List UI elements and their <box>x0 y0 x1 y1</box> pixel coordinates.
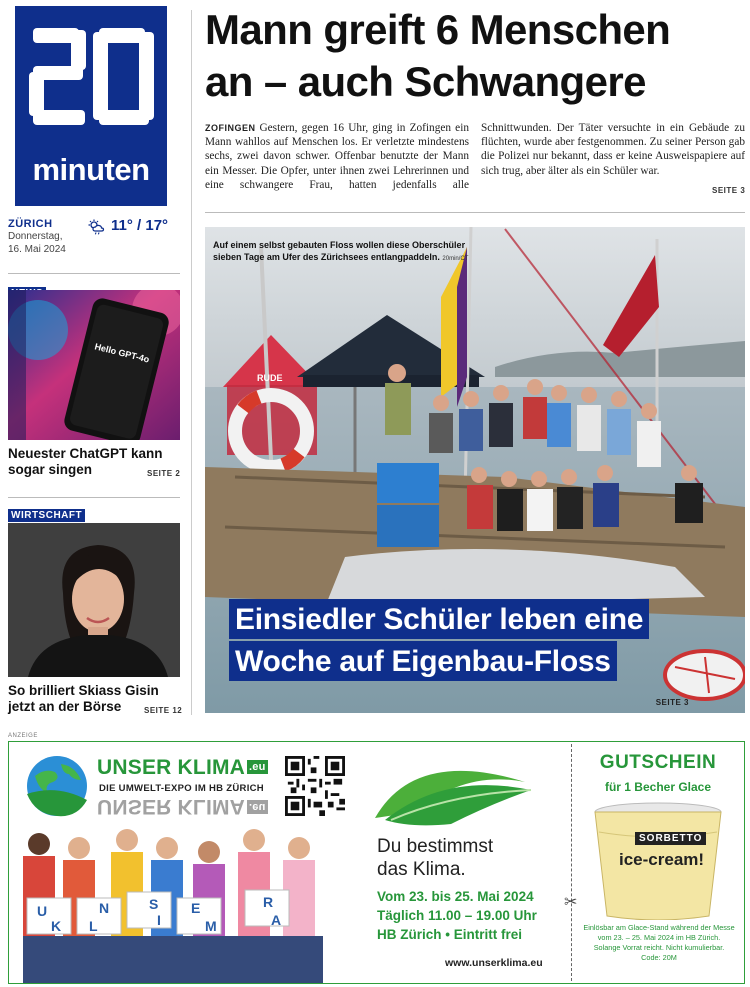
coupon-fine-print <box>575 923 743 963</box>
coupon-title: GUTSCHEIN <box>599 752 717 773</box>
weather-city: ZÜRICH <box>8 218 53 230</box>
coupon-fine-line1: Einlösbar am Glace-Stand während der Messe <box>583 923 735 932</box>
weather-widget <box>8 218 180 256</box>
article-divider <box>205 212 745 213</box>
coupon-fine-line3: Solange Vorrat reicht. Nicht kumulierbar. <box>593 943 725 952</box>
weather-date-line1: Donnerstag, <box>8 231 63 242</box>
qr-code-icon[interactable] <box>285 756 345 816</box>
sign-letter: M <box>205 918 217 934</box>
sign-letter: K <box>51 918 62 934</box>
logo-digits-icon <box>15 6 167 156</box>
column-separator <box>191 10 192 715</box>
ad-label: ANZEIGE <box>8 733 38 739</box>
ad-subtitle: DIE UMWELT-EXPO IM HB ZÜRICH <box>99 783 264 794</box>
leaf-icon <box>371 758 547 830</box>
sign-letter: A <box>271 912 282 928</box>
advertisement[interactable] <box>8 741 745 984</box>
sign-letter: N <box>99 900 110 916</box>
coupon-cut-line <box>571 744 572 981</box>
weather-date-line2: 16. Mai 2024 <box>8 244 66 255</box>
ad-brand-reflection <box>97 794 268 818</box>
scissors-icon: ✂ <box>564 894 578 911</box>
ad-tagline-line2: das Klima. <box>377 859 466 880</box>
photo-caption-line1: Auf einem selbst gebauten Floss wollen diese Oberschüler <box>213 240 466 250</box>
main-headline-line2: an – auch Schwangere <box>205 58 646 105</box>
ad-brand-reflection-text: UNSER KLIMA <box>97 795 246 818</box>
ad-tagline-line1: Du bestimmst <box>377 836 494 857</box>
chatgpt-phone-image[interactable] <box>8 290 180 440</box>
column-divider <box>8 273 180 274</box>
article-page-ref: SEITE 3 <box>712 186 746 195</box>
ad-dates-line1: Vom 23. bis 25. Mai 2024 <box>377 889 534 904</box>
photo-headline-line2: Woche auf Eigenbau-Floss <box>229 641 617 681</box>
ad-people-image <box>9 818 359 984</box>
photo-headline-line1: Einsiedler Schüler leben eine <box>229 599 649 639</box>
ad-dates-line3: HB Zürich • Eintritt frei <box>377 927 522 942</box>
column-divider <box>8 497 180 498</box>
raft-photo[interactable] <box>205 227 745 713</box>
gisin-portrait-image[interactable] <box>8 523 180 677</box>
sign-letter: I <box>157 912 161 928</box>
coupon-fine-line4: Code: 20M <box>641 953 677 962</box>
main-headline[interactable] <box>205 4 745 108</box>
sign-letter: L <box>89 918 98 934</box>
sign-letter: R <box>263 894 274 910</box>
article-body: Gestern, gegen 16 Uhr, ging in Zofingen ein Mann wahllos auf Menschen los. Er verletzte mindestens sechs, zwei davon schwer. Offenbar benutzte der Mann ein Messer. Die Opfer, unter ihnen zwei Lehrerinnen und eine schwangere Frau, hatten jedenfalls alle Schnittwunden. Der Täter versuchte in ein Gebäude zu flüchten, wurde aber festgenommen. Zu seiner Person gab die Polizei nur bekannt, dass er keine Ausweispapiere auf sich trug, aber älter als ein Schüler war. <box>205 122 745 191</box>
teaser-page-chatgpt: SEITE 2 <box>147 469 181 478</box>
globe-icon <box>25 754 89 818</box>
main-headline-line1: Mann greift 6 Menschen <box>205 6 671 53</box>
ad-tagline <box>377 835 493 881</box>
weather-temperature: 11° / 17° <box>111 217 169 234</box>
photo-caption <box>213 239 468 265</box>
tent-banner-text: RUDE <box>257 373 283 383</box>
ad-dates <box>377 887 537 944</box>
photo-headline[interactable] <box>229 599 649 683</box>
teaser-page-gisin: SEITE 12 <box>144 706 183 715</box>
photo-credit: 20min/CT <box>442 256 469 262</box>
sign-letter: U <box>37 903 48 919</box>
coupon-subtitle: für 1 Becher Glace <box>604 780 712 794</box>
ad-brand-reflection-suffix: .eu <box>249 801 266 813</box>
sign-letter: S <box>149 896 159 912</box>
cup-brand: SORBETTO <box>635 832 706 845</box>
photo-page-ref: SEITE 3 <box>655 698 689 707</box>
logo-wordmark: minuten <box>32 152 150 187</box>
ad-url-link[interactable]: www.unserklima.eu <box>445 957 543 969</box>
main-article <box>205 121 745 192</box>
portrait-photo <box>8 523 180 677</box>
teaser-title-gisin[interactable]: So brilliert Skiass Gisin jetzt an der Börse <box>8 683 159 714</box>
partly-cloudy-rain-icon <box>88 219 106 235</box>
phone-photo <box>8 290 180 440</box>
teaser-title-chatgpt[interactable]: Neuester ChatGPT kann sogar singen <box>8 446 163 477</box>
section-tag-wirtschaft: WIRTSCHAFT <box>8 509 85 522</box>
coupon-fine-line2: vom 23. – 25. Mai 2024 im HB Zürich. <box>597 933 721 942</box>
brand-logo[interactable] <box>15 6 167 206</box>
cup-text: ice-cream! <box>619 850 705 869</box>
phone-screen-text: Hello GPT-4o <box>93 341 151 365</box>
ad-dates-line2: Täglich 11.00 – 19.00 Uhr <box>377 908 537 923</box>
article-dateline: ZOFINGEN <box>205 123 256 133</box>
ad-brand-text: UNSER KLIMA <box>97 756 246 779</box>
ad-brand <box>97 756 268 780</box>
photo-caption-line2: sieben Tage am Ufer des Zürichsees entlangpaddeln. <box>213 252 440 262</box>
sign-letter: E <box>191 900 201 916</box>
ad-brand-suffix: .eu <box>249 761 266 773</box>
